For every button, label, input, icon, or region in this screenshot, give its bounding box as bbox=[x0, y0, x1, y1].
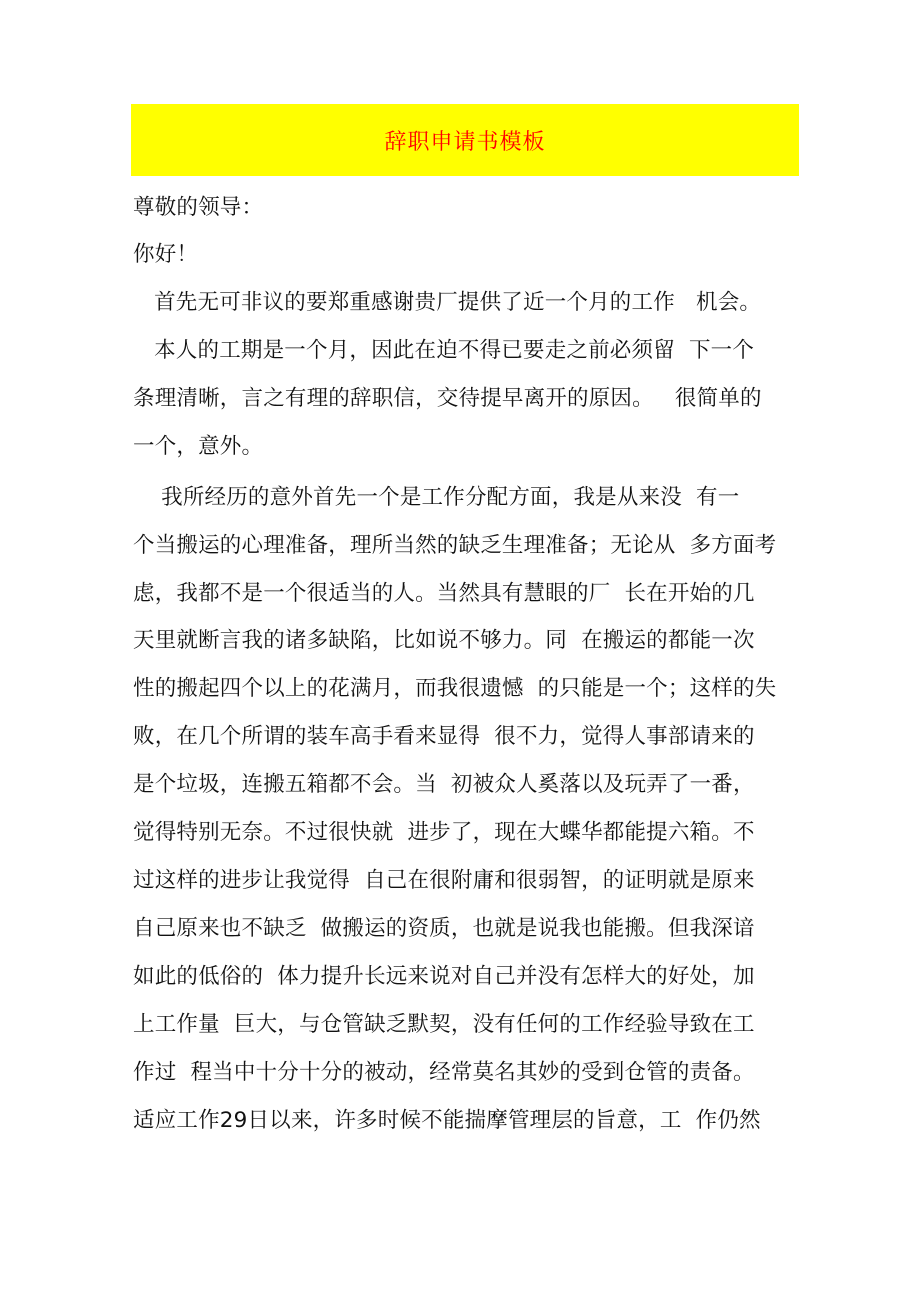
body-line: 我所经历的意外首先一个是工作分配方面，我是从来没 有一 bbox=[133, 485, 740, 510]
body-line: 天里就断言我的诸多缺陷，比如说不够力。同 在搬运的都能一次 bbox=[133, 628, 755, 653]
body-line: 虑，我都不是一个很适当的人。当然具有慧眼的厂 长在开始的几 bbox=[133, 581, 755, 606]
body-line: 个当搬运的心理准备，理所当然的缺乏生理准备；无论从 多方面考 bbox=[133, 533, 777, 558]
body-line: 本人的工期是一个月，因此在迫不得已要走之前必须留 下一个 bbox=[133, 338, 755, 363]
body-line: 性的搬起四个以上的花满月，而我很遗憾 的只能是一个；这样的失 bbox=[133, 676, 777, 701]
body-line: 败，在几个所谓的装车高手看来显得 很不力，觉得人事部请来的 bbox=[133, 724, 755, 749]
body-line: 上工作量 巨大，与仓管缺乏默契，没有任何的工作经验导致在工 bbox=[133, 1012, 755, 1037]
body-line: 条理清晰，言之有理的辞职信，交待提早离开的原因。 很简单的 bbox=[133, 386, 762, 411]
greeting: 你好！ bbox=[133, 242, 199, 267]
body-line: 作过 程当中十分十分的被动，经常莫名其妙的受到仓管的责备。 bbox=[133, 1060, 755, 1085]
body-line: 过这样的进步让我觉得 自己在很附庸和很弱智，的证明就是原来 bbox=[133, 868, 755, 893]
body-line: 适应工作29日以来，许多时候不能揣摩管理层的旨意，工 作仍然 bbox=[133, 1108, 761, 1133]
body-line: 首先无可非议的要郑重感谢贵厂提供了近一个月的工作 机会。 bbox=[133, 290, 762, 315]
body-line: 觉得特别无奈。不过很快就 进步了，现在大蝶华都能提六箱。不 bbox=[133, 820, 755, 845]
document-title: 辞职申请书模板 bbox=[384, 129, 546, 155]
body-line: 如此的低俗的 体力提升长远来说对自己并没有怎样大的好处，加 bbox=[133, 964, 755, 989]
title-banner bbox=[131, 104, 799, 176]
body-line: 一个，意外。 bbox=[133, 434, 264, 459]
body-line: 自己原来也不缺乏 做搬运的资质，也就是说我也能搬。但我深谙 bbox=[133, 916, 755, 941]
salutation: 尊敬的领导： bbox=[133, 195, 264, 220]
body-line: 是个垃圾，连搬五箱都不会。当 初被众人奚落以及玩弄了一番， bbox=[133, 772, 755, 797]
